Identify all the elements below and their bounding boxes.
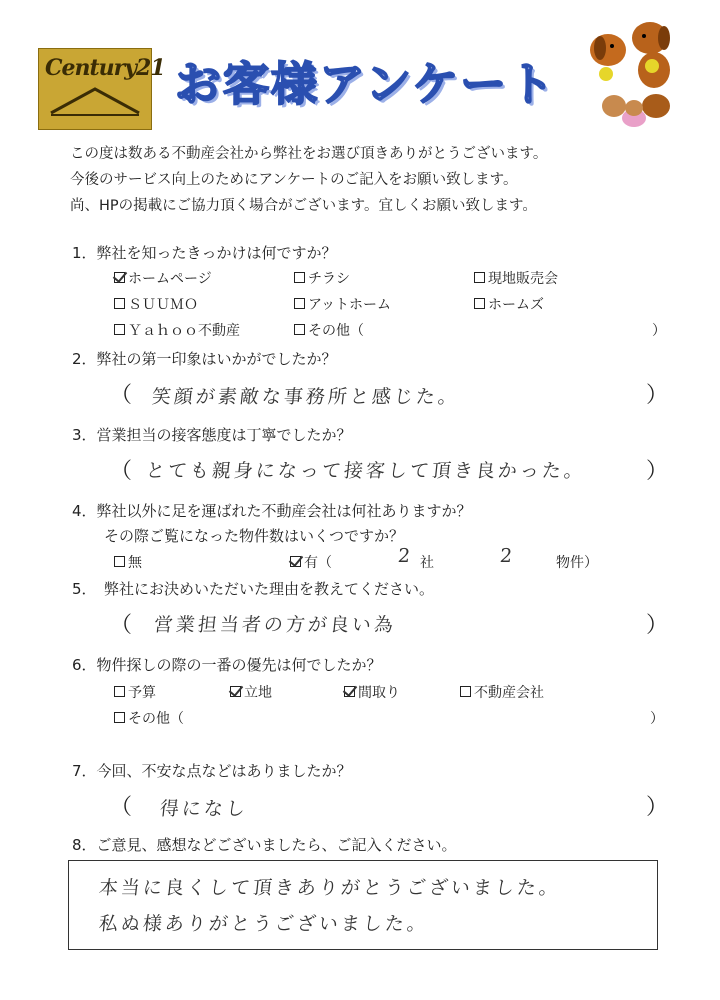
intro-line-3: 尚、HPの掲載にご協力頂く場合がございます。宜しくお願い致します。: [70, 198, 537, 214]
q2-open-paren: （: [110, 383, 133, 408]
q1-option-athome[interactable]: アットホーム: [294, 294, 391, 314]
checkbox[interactable]: [460, 686, 471, 697]
dog-mascots-icon: [578, 10, 688, 130]
checkbox[interactable]: [474, 272, 485, 283]
q6-option-layout[interactable]: 間取り: [344, 682, 400, 702]
comment-line-1: 本当に良くして頂きありがとうございました。: [97, 877, 563, 899]
house-roof-icon: [49, 83, 141, 119]
question-7: 7．今回、不安な点などはありましたか？: [72, 762, 352, 780]
q5-answer[interactable]: 営業担当者の方が良い為: [152, 614, 398, 636]
q4-property-unit: 物件）: [556, 555, 598, 571]
intro-line-2: 今後のサービス向上のためにアンケートのご記入をお願い致します。: [70, 172, 518, 188]
page-title: お客様アンケート: [175, 57, 557, 111]
checkbox[interactable]: [474, 298, 485, 309]
q6-other-close-paren: ）: [650, 711, 664, 727]
checkbox[interactable]: [114, 712, 125, 723]
question-5: 5． 弊社にお決めいただいた理由を教えてください。: [72, 580, 435, 598]
checkbox-checked[interactable]: [344, 686, 355, 697]
q6-option-realestate[interactable]: 不動産会社: [460, 682, 544, 702]
checkbox[interactable]: [114, 556, 125, 567]
q1-option-suumo[interactable]: ＳＵＵＭＯ: [114, 294, 198, 314]
question-4-sub: その際ご覧になった物件数はいくつですか？: [104, 527, 405, 545]
q6-option-budget[interactable]: 予算: [114, 682, 156, 702]
q5-close-paren: ）: [646, 613, 669, 638]
q3-answer[interactable]: とても親身になって接客して頂き良かった。: [144, 460, 588, 482]
q1-option-other[interactable]: その他（: [294, 320, 364, 340]
question-1: 1．弊社を知ったきっかけは何ですか？: [72, 244, 337, 262]
question-6: 6．物件探しの際の一番の優先は何でしたか？: [72, 656, 382, 674]
q6-option-other[interactable]: その他（: [114, 708, 184, 728]
q7-close-paren: ）: [646, 795, 669, 820]
q7-open-paren: （: [110, 795, 133, 820]
q1-option-flyer[interactable]: チラシ: [294, 268, 350, 288]
q5-open-paren: （: [110, 613, 133, 638]
q1-option-homes[interactable]: ホームズ: [474, 294, 544, 314]
checkbox-checked[interactable]: [290, 556, 301, 567]
question-2: 2．弊社の第一印象はいかがでしたか？: [72, 350, 337, 368]
question-4: 4．弊社以外に足を運ばれた不動産会社は何社ありますか？: [72, 502, 472, 520]
comment-line-2: 私ぬ様ありがとうございました。: [97, 913, 431, 935]
q4-company-unit: 社: [420, 555, 434, 571]
checkbox-checked[interactable]: [230, 686, 241, 697]
checkbox[interactable]: [114, 324, 125, 335]
checkbox[interactable]: [294, 272, 305, 283]
question-8: 8．ご意見、感想などございましたら、ご記入ください。: [72, 836, 457, 854]
q7-answer[interactable]: 得になし: [158, 798, 250, 820]
q6-option-location[interactable]: 立地: [230, 682, 272, 702]
intro-line-1: この度は数ある不動産会社から弊社をお選び頂きありがとうございます。: [70, 146, 548, 162]
q4-option-yes[interactable]: 有（: [290, 552, 332, 572]
q3-open-paren: （: [110, 459, 133, 484]
checkbox[interactable]: [114, 686, 125, 697]
q2-close-paren: ）: [646, 383, 669, 408]
q2-answer[interactable]: 笑顔が素敵な事務所と感じた。: [150, 386, 462, 408]
q4-company-count[interactable]: 2: [396, 545, 415, 567]
q1-other-close-paren: ）: [652, 323, 666, 339]
q1-option-open-house[interactable]: 現地販売会: [474, 268, 558, 288]
q1-option-yahoo[interactable]: Ｙａｈｏｏ不動産: [114, 320, 240, 340]
q4-option-none[interactable]: 無: [114, 552, 142, 572]
checkbox[interactable]: [294, 324, 305, 335]
century21-logo: [38, 48, 165, 130]
checkbox[interactable]: [114, 298, 125, 309]
checkbox[interactable]: [294, 298, 305, 309]
q1-option-homepage[interactable]: ホームページ: [114, 268, 212, 288]
logo-text: Century21: [45, 55, 165, 81]
comment-box[interactable]: [68, 860, 658, 950]
question-3: 3．営業担当の接客態度は丁寧でしたか？: [72, 426, 352, 444]
q4-property-count[interactable]: 2: [498, 545, 517, 567]
checkbox-checked[interactable]: [114, 272, 125, 283]
q3-close-paren: ）: [646, 459, 669, 484]
